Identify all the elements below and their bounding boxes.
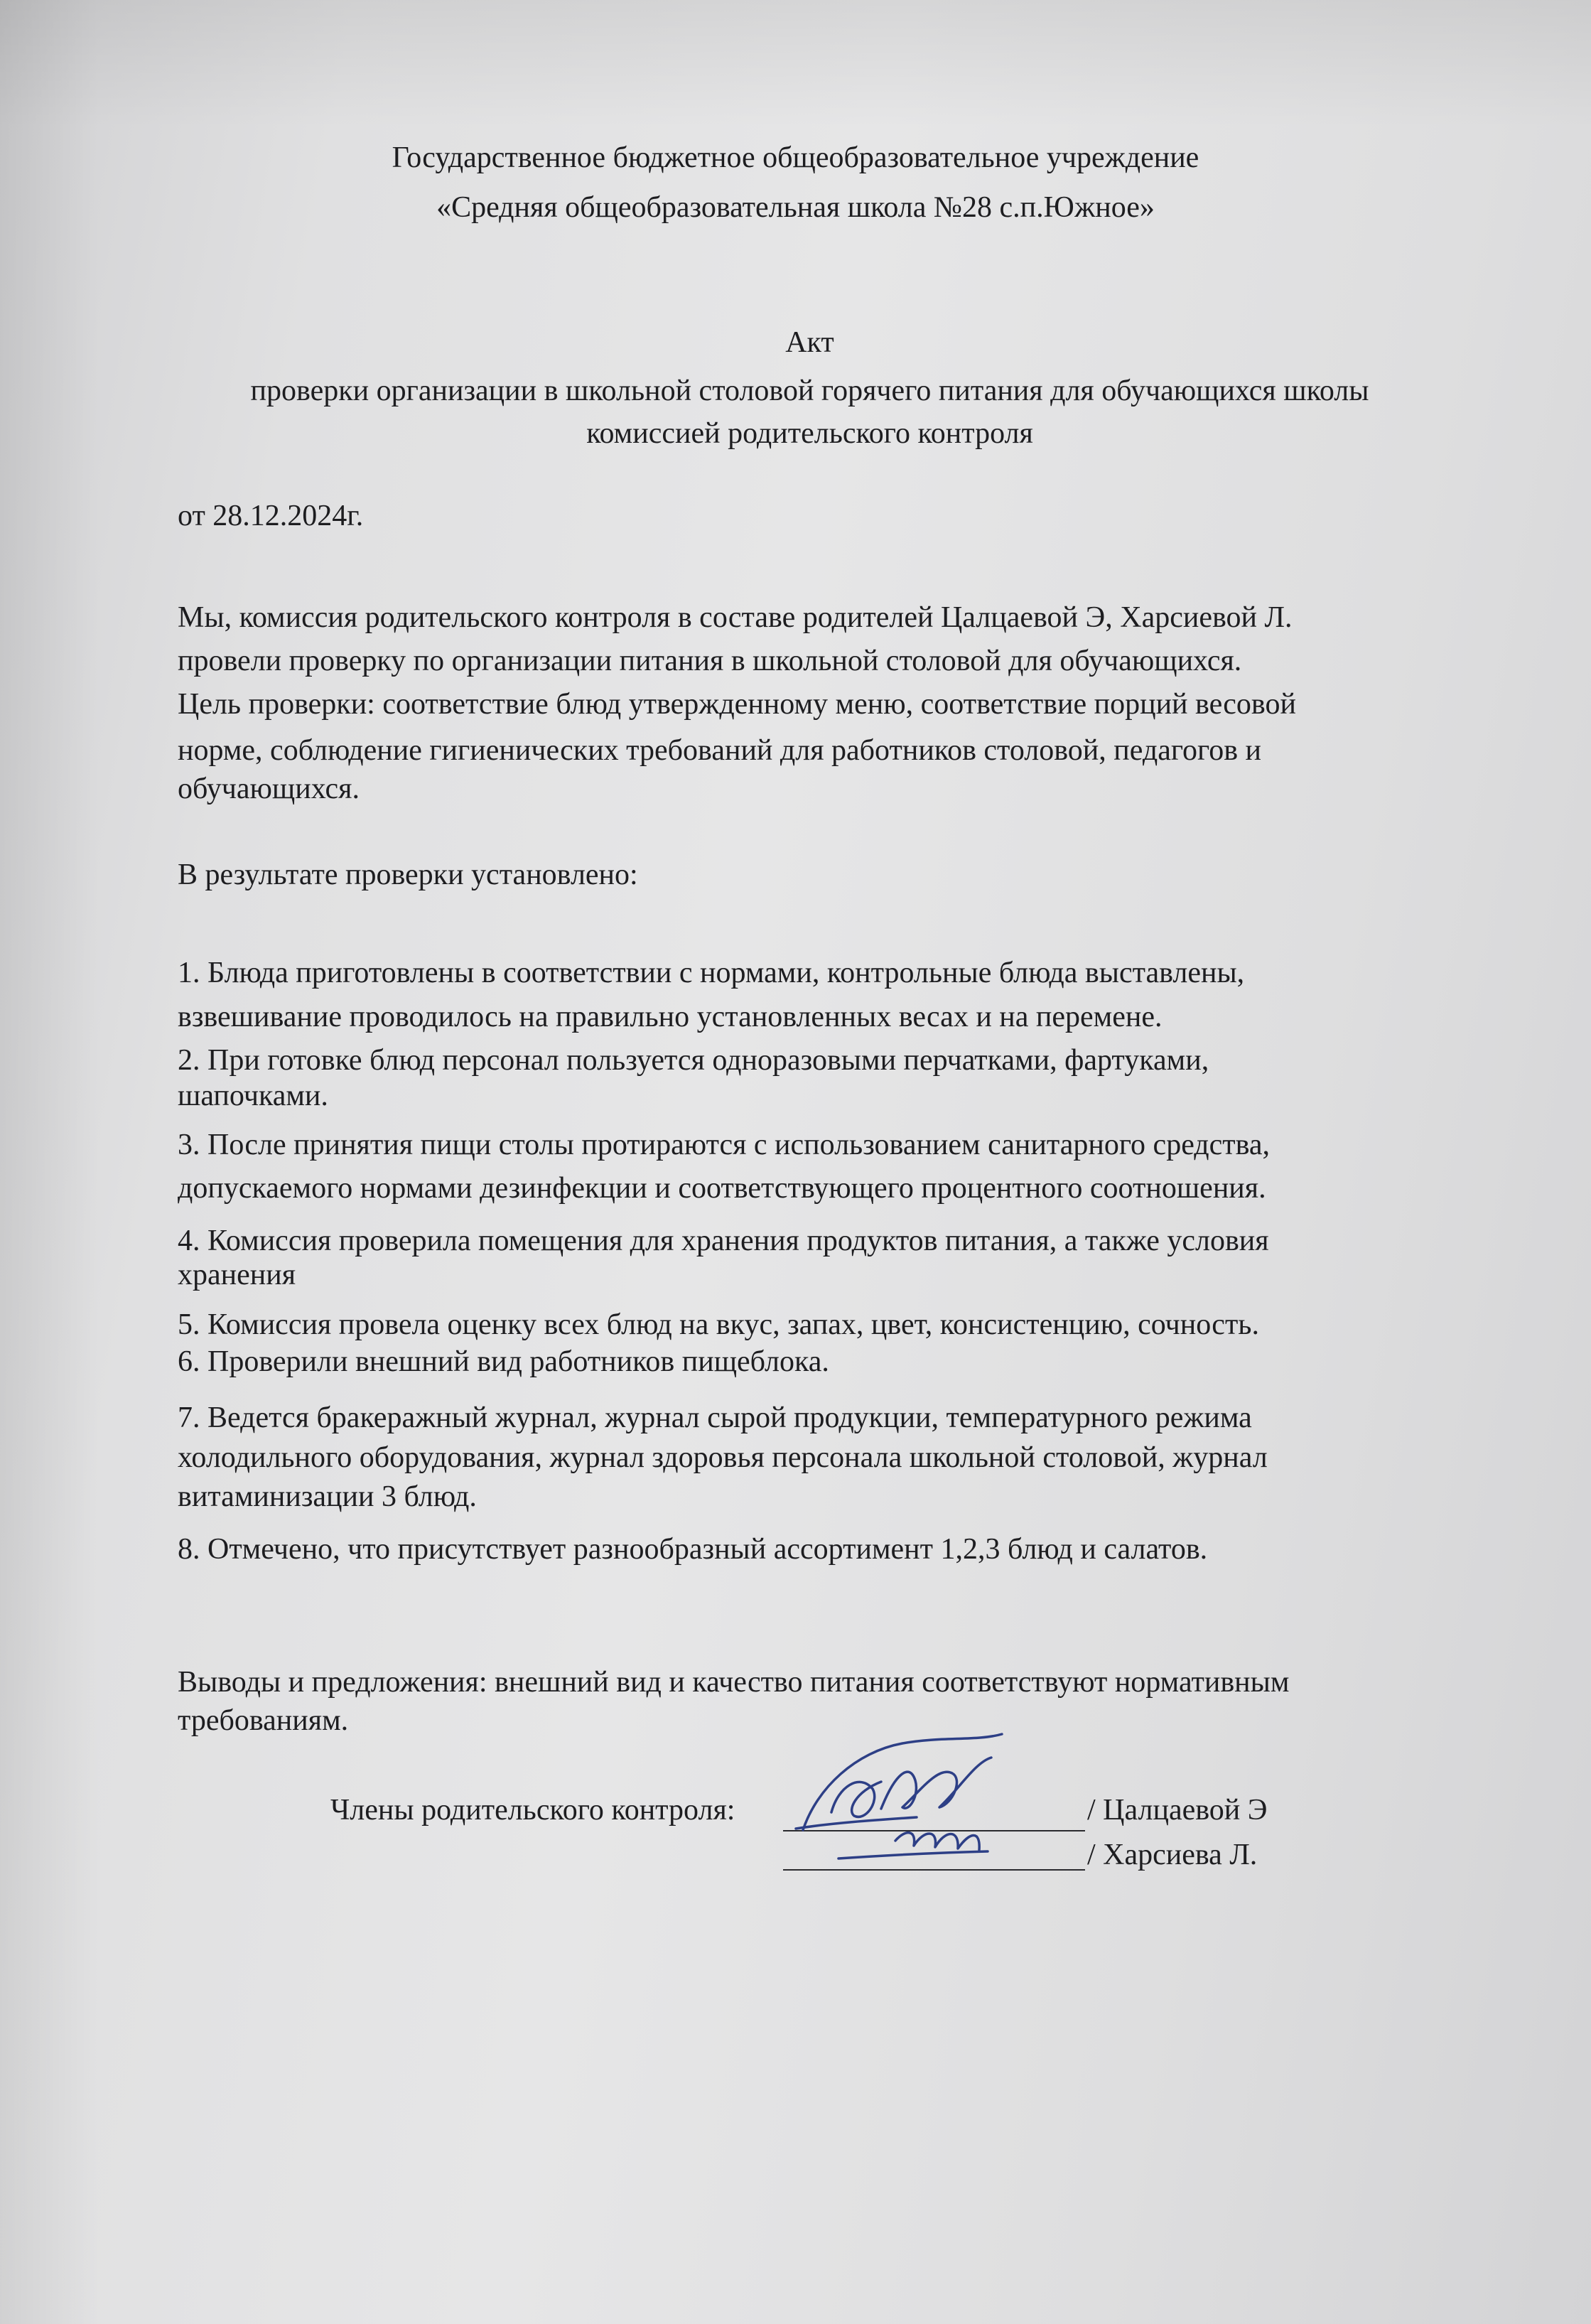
- finding-line: шапочками.: [178, 1080, 328, 1112]
- intro-line: Мы, комиссия родительского контроля в составе родителей Цалцаевой Э, Харсиевой Л.: [178, 601, 1293, 634]
- finding-line: холодильного оборудования, журнал здоровья персонала школьной столовой, журнал: [178, 1441, 1268, 1474]
- finding-line: 4. Комиссия проверила помещения для хранения продуктов питания, а также условия: [178, 1225, 1269, 1257]
- finding-line: взвешивание проводилось на правильно установленных весах и на перемене.: [178, 1001, 1163, 1033]
- document-subtitle-line1: проверки организации в школьной столовой горячего питания для обучающихся школы: [250, 375, 1369, 407]
- finding-line: витаминизации 3 блюд.: [178, 1480, 477, 1513]
- signatory-name-1: / Цалцаевой Э: [1087, 1794, 1268, 1827]
- document-title: Акт: [785, 326, 834, 359]
- intro-line: норме, соблюдение гигиенических требований для работников столовой, педагогов и: [178, 734, 1262, 767]
- organization-name-line2: «Средняя общеобразовательная школа №28 с.п.Южное»: [436, 191, 1155, 224]
- conclusions-line: Выводы и предложения: внешний вид и качество питания соответствуют нормативным: [178, 1666, 1290, 1699]
- organization-name-line1: Государственное бюджетное общеобразовательное учреждение: [392, 141, 1199, 174]
- page-shadow-top: [0, 0, 1591, 128]
- results-heading: В результате проверки установлено:: [178, 859, 638, 891]
- finding-line: 6. Проверили внешний вид работников пищеблока.: [178, 1345, 829, 1378]
- finding-line: 7. Ведется бракеражный журнал, журнал сырой продукции, температурного режима: [178, 1402, 1252, 1434]
- document-date: от 28.12.2024г.: [178, 500, 364, 532]
- signatures-label: Члены родительского контроля:: [330, 1794, 735, 1827]
- intro-line: провели проверку по организации питания в школьной столовой для обучающихся.: [178, 645, 1242, 677]
- finding-line: 8. Отмечено, что присутствует разнообразный ассортимент 1,2,3 блюд и салатов.: [178, 1533, 1208, 1566]
- document-subtitle-line2: комиссией родительского контроля: [586, 417, 1033, 450]
- finding-line: хранения: [178, 1259, 296, 1291]
- finding-line: 5. Комиссия провела оценку всех блюд на вкус, запах, цвет, консистенцию, сочность.: [178, 1308, 1259, 1341]
- intro-line: обучающихся.: [178, 773, 360, 805]
- conclusions-line: требованиям.: [178, 1704, 349, 1737]
- finding-line: 1. Блюда приготовлены в соответствии с нормами, контрольные блюда выставлены,: [178, 957, 1245, 989]
- finding-line: 3. После принятия пищи столы протираются с использованием санитарного средства,: [178, 1129, 1271, 1161]
- finding-line: 2. При готовке блюд персонал пользуется одноразовыми перчатками, фартуками,: [178, 1044, 1209, 1077]
- finding-line: допускаемого нормами дезинфекции и соответствующего процентного соотношения.: [178, 1172, 1266, 1205]
- signatory-name-2: / Харсиева Л.: [1087, 1839, 1258, 1871]
- intro-line: Цель проверки: соответствие блюд утвержденному меню, соответствие порций весовой: [178, 688, 1296, 721]
- handwritten-signature: [789, 1723, 1023, 1876]
